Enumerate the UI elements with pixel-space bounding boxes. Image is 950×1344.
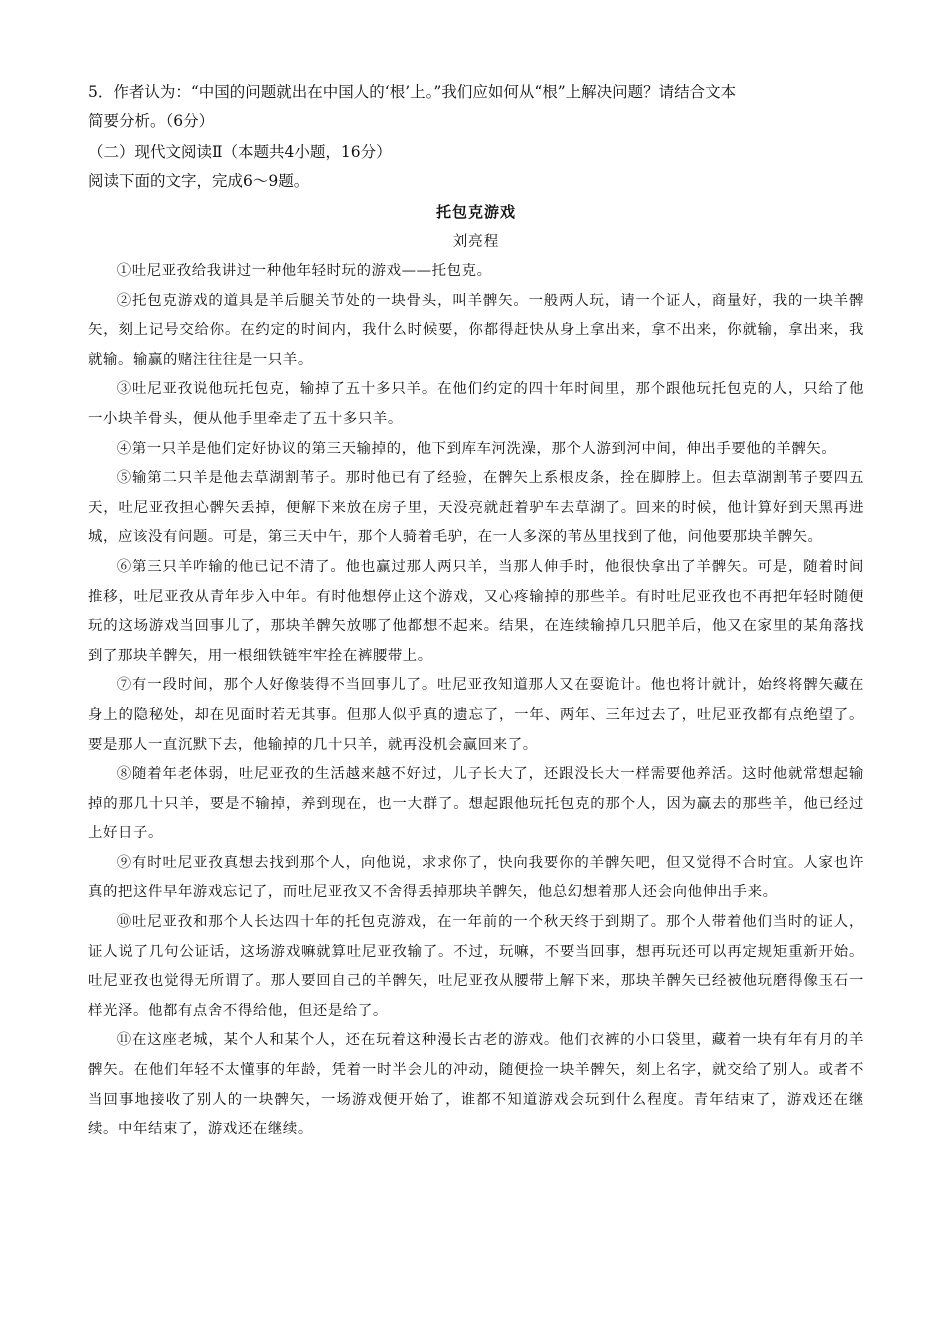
paragraph-3: ③吐尼亚孜说他玩托包克，输掉了五十多只羊。在他们约定的四十年时间里，那个跟他玩托包克的人，只给了他一小块羊骨头，便从他手里牵走了五十多只羊。 [88,381,864,427]
section-heading: （二）现代文阅读Ⅱ（本题共4小题，16分） [88,143,392,161]
paragraph-7: ⑦有一段时间，那个人好像装得不当回事儿了。吐尼亚孜知道那人又在耍诡计。他也将计就计，始终将髀矢藏在身上的隐秘处，却在见面时若无其事。但那人似乎真的遗忘了，一年、两年、三年过去了，吐尼亚孜都有点绝望了。要是那人一直沉默下去，他输掉的几十只羊，就再没机会赢回来了。 [88,677,864,753]
paragraph-8: ⑧随着年老体弱，吐尼亚孜的生活越来越不好过，儿子长大了，还跟没长大一样需要他养活。这时他就常想起输掉的那几十只羊，要是不输掉，养到现在，也一大群了。想起跟他玩托包克的那个人，因为赢去的那些羊，他已经过上好日子。 [88,766,864,842]
paragraph-11: ⑪在这座老城，某个人和某个人，还在玩着这种漫长古老的游戏。他们衣裤的小口袋里，藏着一块有年有月的羊髀矢。在他们年轻不太懂事的年龄，凭着一时半会儿的冲动，随便捡一块羊髀矢，刻上名字，就交给了别人。或者不当回事地接收了别人的一块髀矢，一场游戏便开始了，谁都不知道游戏会玩到什么程度。青年结束了，游戏还在继续。中年结束了，游戏还在继续。 [88,1032,864,1138]
paragraph-10: ⑩吐尼亚孜和那个人长达四十年的托包克游戏，在一年前的一个秋天终于到期了。那个人带着他们当时的证人，证人说了几句公证话，这场游戏嘛就算吐尼亚孜输了。不过，玩嘛，不要当回事，想再玩还可以再定规矩重新开始。吐尼亚孜也觉得无所谓了。那人要回自己的羊髀矢，吐尼亚孜从腰带上解下来，那块羊髀矢已经被他玩磨得像玉石一样光泽。他都有点舍不得给他，但还是给了。 [88,914,864,1019]
article-author: 刘亮程 [452,234,500,250]
paragraph-5: ⑤输第二只羊是他去草湖割苇子。那时他已有了经验，在髀矢上系根皮条，拴在脚脖上。但去草湖割苇子要四五天，吐尼亚孜担心髀矢丢掉，便解下来放在房子里，天没亮就赶着驴车去草湖了。回来的时候，他计算好到天黑再进城，应该没有问题。可是，第三天中午，那个人骑着毛驴，在一人多深的苇丛里找到了他，问他要那块羊髀矢。 [88,470,864,546]
exam-page [88,78,864,1145]
question-5-line-1: 5．作者认为：“中国的问题就出在中国人的‘根’上。”我们应如何从“根”上解决问题？请结合文本 [88,83,737,101]
question-5-line-2: 简要分析。（6分） [88,112,215,130]
paragraph-6: ⑥第三只羊咋输的他已记不清了。他也赢过那人两只羊，当那人伸手时，他很快拿出了羊髀矢。可是，随着时间推移，吐尼亚孜从青年步入中年。有时他想停止这个游戏，又心疼输掉的那些羊。有时吐尼亚孜也不再把年轻时随便玩的这场游戏当回事儿了，那块羊髀矢放哪了他都想不起来。结果，在连续输掉几只肥羊后，他又在家里的某角落找到了那块羊髀矢，用一根细铁链牢牢拴在裤腰带上。 [88,558,864,664]
paragraph-4: ④第一只羊是他们定好协议的第三天输掉的，他下到库车河洗澡，那个人游到河中间，伸出手要他的羊髀矢。 [116,440,837,457]
paragraph-2: ②托包克游戏的道具是羊后腿关节处的一块骨头，叫羊髀矢。一般两人玩，请一个证人，商量好，我的一块羊髀矢，刻上记号交给你。在约定的时间内，我什么时候要，你都得赶快从身上拿出来，拿不出来，你就输，拿出来，我就输。输赢的赌注往往是一只羊。 [88,292,864,368]
section-instruction: 阅读下面的文字，完成6～9题。 [88,172,310,190]
article-title: 托包克游戏 [435,203,516,221]
paragraph-1: ①吐尼亚孜给我讲过一种他年轻时玩的游戏——托包克。 [116,263,492,279]
paragraph-9: ⑨有时吐尼亚孜真想去找到那个人，向他说，求求你了，快向我要你的羊髀矢吧，但又觉得不合时宜。人家也许真的把这件早年游戏忘记了，而吐尼亚孜又不舍得丢掉那块羊髀矢，他总幻想着那人还会向他伸出手来。 [88,854,864,901]
